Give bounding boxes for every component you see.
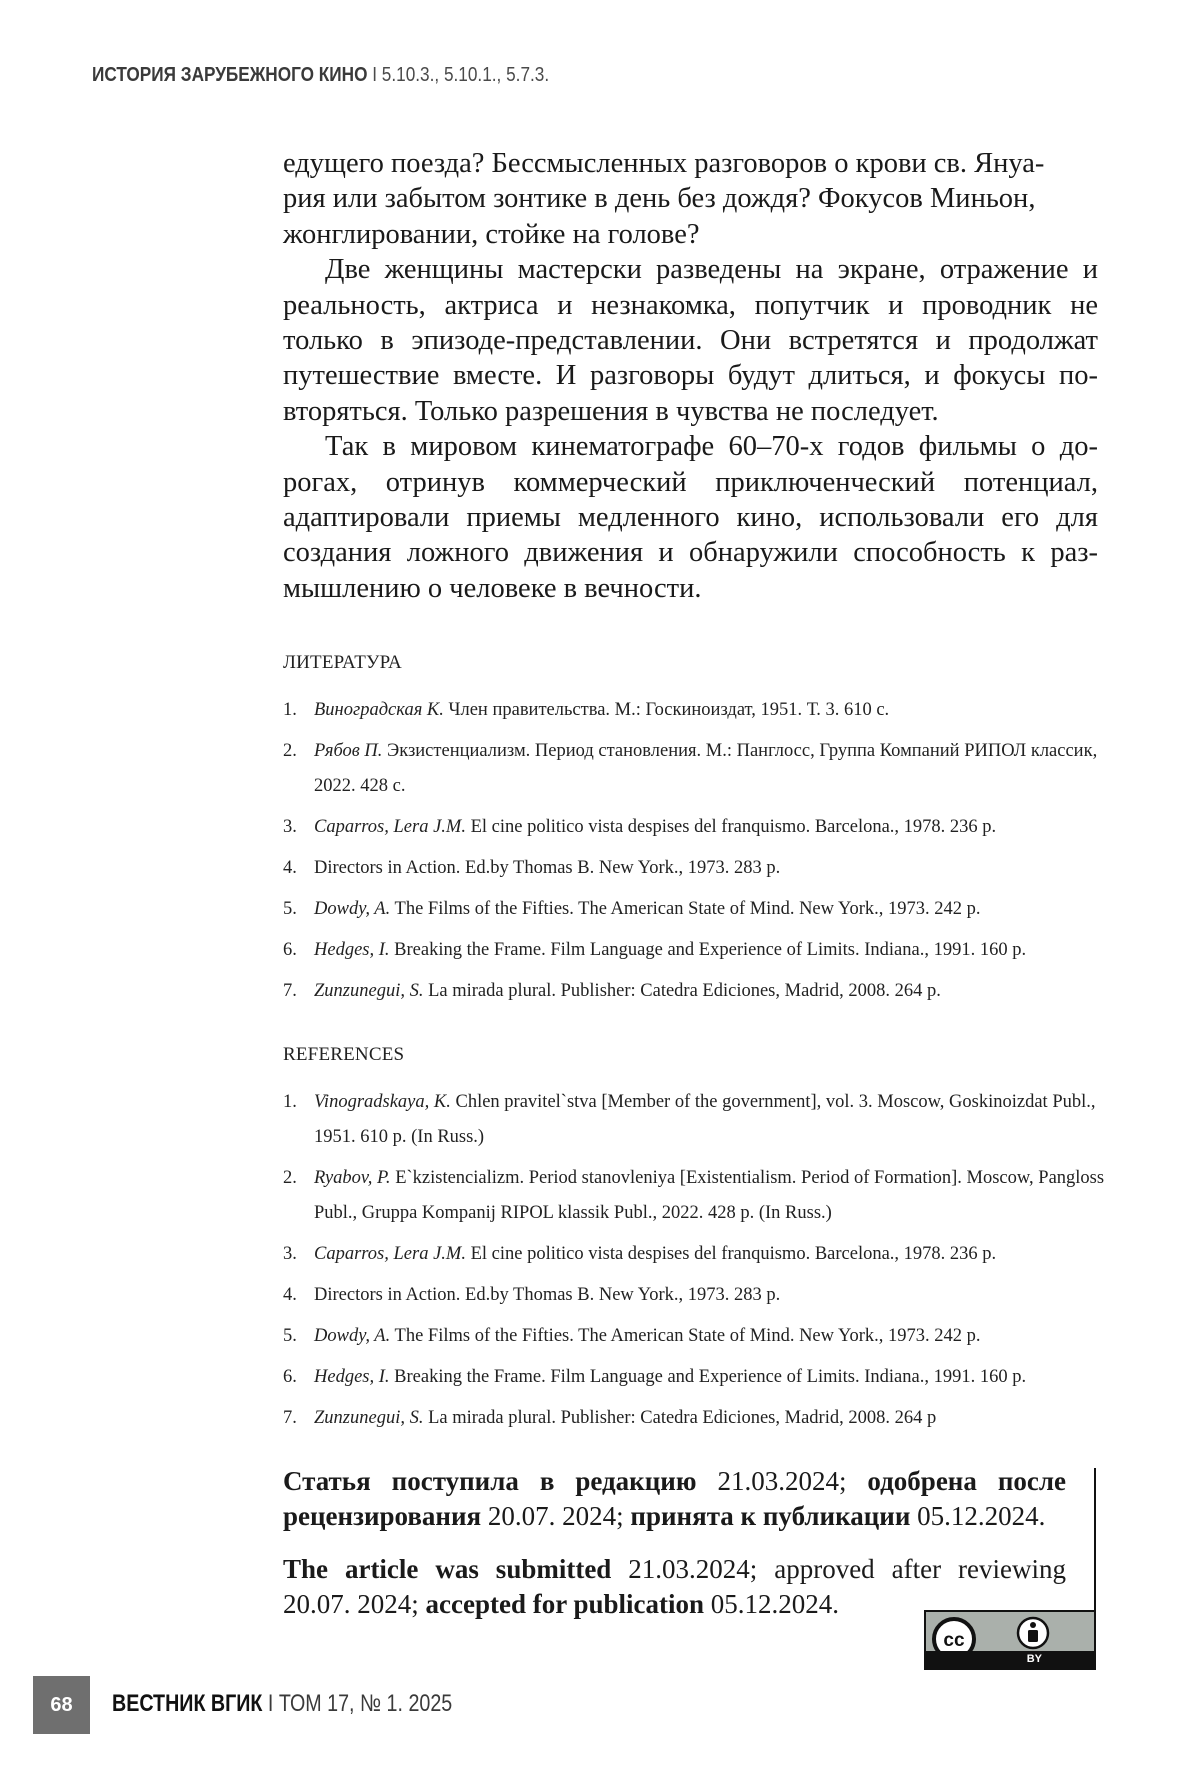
reference-item-number: 1. <box>283 1085 297 1120</box>
reference-item-text: Directors in Action. Ed.by Thomas B. New York., 1973. 283 p. <box>314 1285 780 1305</box>
accepted-date-ru: 05.12.2024. <box>910 1501 1045 1531</box>
reference-item-number: 2. <box>283 1161 297 1196</box>
literature-item-text: El cine politico vista despises del franquismo. Barcelona., 1978. 236 p. <box>466 817 996 837</box>
submitted-date-ru: 21.03.2024; <box>696 1466 867 1496</box>
reference-item-number: 5. <box>283 1319 297 1354</box>
literature-item-author: Zunzunegui, S. <box>314 981 423 1001</box>
paragraph-2: Две женщины мастерски разведены на экране, отражение и реальность, актриса и незнакомка, попутчик и проводник не только в эпизоде-представлении. Они встретятся и продолжат путешествие вместе. И разговоры будут длиться, и фокусы по­вторяться. Только разрешения в чувства не последует. <box>283 252 1098 429</box>
reference-item-text: La mirada plural. Publisher: Catedra Ediciones, Madrid, 2008. 264 p <box>423 1408 936 1428</box>
reference-item-author: Caparros, Lera J.M. <box>314 1244 466 1264</box>
reference-item-text: The Films of the Fifties. The American State of Mind. New York., 1973. 242 p. <box>390 1326 980 1346</box>
reference-item-author: Hedges, I. <box>314 1367 390 1387</box>
literature-item-text: Directors in Action. Ed.by Thomas B. New York., 1973. 283 p. <box>314 858 780 878</box>
submitted-date-en: 21.03.2024; approved after reviewing 20.07. 2024; <box>283 1554 1066 1619</box>
literature-item-author: Caparros, Lera J.M. <box>314 817 466 837</box>
cc-by-license-badge <box>924 1610 1096 1670</box>
reference-item-author: Zunzunegui, S. <box>314 1408 423 1428</box>
literature-item-author: Рябов П. <box>314 741 382 761</box>
accepted-label-en: accepted for publication <box>426 1589 705 1619</box>
literature-item-number: 1. <box>283 693 297 728</box>
literature-item-number: 2. <box>283 734 297 769</box>
reference-item <box>283 1161 1113 1231</box>
reference-item-author: Ryabov, P. <box>314 1168 391 1188</box>
running-footer <box>112 1690 452 1718</box>
literature-item-text: Экзистенциализм. Период становления. М.: Панглосс, Группа Компаний РИПОЛ классик, 2022. 428 с. <box>314 741 1097 796</box>
literature-item-number: 4. <box>283 851 297 886</box>
literature-item <box>283 892 1113 927</box>
literature-item-text: Breaking the Frame. Film Language and Experience of Limits. Indiana., 1991. 160 p. <box>390 940 1027 960</box>
accepted-date-en: 05.12.2024. <box>704 1589 839 1619</box>
submitted-label-en: The article was submitted <box>283 1554 611 1584</box>
reference-item <box>283 1278 1113 1313</box>
literature-item-author: Hedges, I. <box>314 940 390 960</box>
reference-item-text: Breaking the Frame. Film Language and Experience of Limits. Indiana., 1991. 160 p. <box>390 1367 1027 1387</box>
approved-label-ru: одобрена после рецензирования <box>283 1466 1066 1531</box>
reference-item-number: 6. <box>283 1360 297 1395</box>
literature-item-text: The Films of the Fifties. The American State of Mind. New York., 1973. 242 p. <box>390 899 980 919</box>
approved-date-ru: 20.07. 2024; <box>481 1501 630 1531</box>
literature-item <box>283 693 1113 728</box>
paragraph-3: Так в мировом кинематографе 60–70-х годов фильмы о до­рогах, отринув коммерческий приключенческий потенциал, адаптировали приемы медленного кино, использовали его для создания ложного движения и обнаружили способность к раз­мышлению о человеке в вечности. <box>283 429 1098 606</box>
literature-item-number: 7. <box>283 974 297 1009</box>
literature-item-number: 6. <box>283 933 297 968</box>
paragraph-1-line-1: едущего поезда? Бессмысленных разговоров о крови св. Януа- <box>283 148 1044 179</box>
literature-item-author: Dowdy, A. <box>314 899 390 919</box>
article-dates-ru <box>283 1464 1066 1534</box>
reference-item <box>283 1360 1113 1395</box>
literature-item-text: Член правительства. М.: Госкиноиздат, 1951. Т. 3. 610 с. <box>444 700 889 720</box>
section-title: ИСТОРИЯ ЗАРУБЕЖНОГО КИНО <box>92 64 367 86</box>
reference-item-number: 7. <box>283 1401 297 1436</box>
page-number: 68 <box>33 1676 90 1734</box>
literature-heading: ЛИТЕРАТУРА <box>283 652 402 674</box>
literature-list <box>283 693 1113 1015</box>
journal-name: ВЕСТНИК ВГИК <box>112 1690 262 1717</box>
journal-issue: I ТОМ 17, № 1. 2025 <box>262 1690 452 1717</box>
reference-item <box>283 1401 1113 1436</box>
literature-item-text: La mirada plural. Publisher: Catedra Ediciones, Madrid, 2008. 264 p. <box>423 981 940 1001</box>
reference-item-number: 4. <box>283 1278 297 1313</box>
paragraph-1 <box>283 146 1098 252</box>
literature-item-number: 3. <box>283 810 297 845</box>
literature-item <box>283 810 1113 845</box>
reference-item <box>283 1085 1113 1155</box>
literature-item-number: 5. <box>283 892 297 927</box>
reference-item-text: El cine politico vista despises del franquismo. Barcelona., 1978. 236 p. <box>466 1244 996 1264</box>
reference-item <box>283 1237 1113 1272</box>
literature-item <box>283 851 1113 886</box>
reference-item-text: E`kzistencializm. Period stanovleniya [Existentialism. Period of Formation]. Moscow, Pangloss Publ., Gruppa Kompanij RIPOL klassik Publ., 2022. 428 p. (In Russ.) <box>314 1168 1104 1223</box>
cc-black-strip <box>926 1651 1094 1668</box>
dates-ru-paragraph <box>283 1464 1066 1534</box>
reference-item-number: 3. <box>283 1237 297 1272</box>
accepted-label-ru: принята к публикации <box>630 1501 910 1531</box>
running-header <box>92 64 549 87</box>
reference-item <box>283 1319 1113 1354</box>
paragraph-1-line-2: рия или забытом зонтике в день без дождя? Фокусов Миньон, <box>283 183 1035 214</box>
literature-item <box>283 933 1113 968</box>
references-heading: REFERENCES <box>283 1044 404 1066</box>
paragraph-1-line-3: жонглировании, стойке на голове? <box>283 219 700 250</box>
section-codes: I 5.10.3., 5.10.1., 5.7.3. <box>367 64 549 86</box>
article-body <box>283 146 1098 606</box>
literature-item <box>283 734 1113 804</box>
by-label: BY <box>1027 1652 1042 1667</box>
literature-item-author: Виноградская К. <box>314 700 444 720</box>
cc-label: cc <box>943 1630 965 1651</box>
references-list <box>283 1085 1113 1442</box>
submitted-label-ru: Статья поступила в редакцию <box>283 1466 696 1496</box>
reference-item-text: Chlen pravitel`stva [Member of the government], vol. 3. Moscow, Goskinoizdat Publ., 1951. 610 p. (In Russ.) <box>314 1092 1096 1147</box>
reference-item-author: Vinogradskaya, K. <box>314 1092 451 1112</box>
vertical-rule <box>1094 1468 1096 1612</box>
reference-item-author: Dowdy, A. <box>314 1326 390 1346</box>
literature-item <box>283 974 1113 1009</box>
